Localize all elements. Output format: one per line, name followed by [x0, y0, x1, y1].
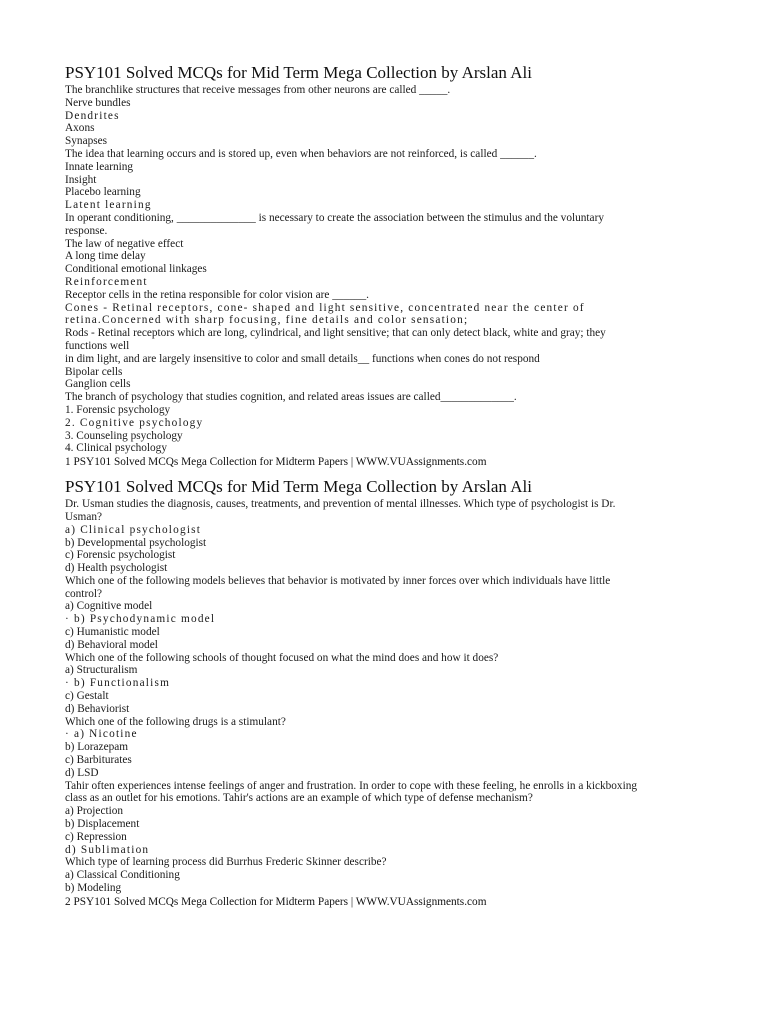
text-line: Dendrites [65, 109, 120, 122]
text-line: c) Humanistic model [65, 626, 160, 639]
text-line: d) Behaviorist [65, 702, 130, 715]
section-1-body [65, 84, 640, 455]
text-line: a) Structuralism [65, 664, 138, 677]
text-line: Reinforcement [65, 275, 148, 288]
text-line: Synapses [65, 135, 108, 148]
text-line: c) Gestalt [65, 690, 109, 703]
text-line: Latent learning [65, 199, 152, 212]
text-line: d) Behavioral model [65, 638, 158, 651]
text-line: Innate learning [65, 160, 134, 173]
text-line: Which type of learning process did Burrhus Frederic Skinner describe? [65, 856, 387, 869]
text-line: c) Barbiturates [65, 754, 132, 767]
section-1-title: PSY101 Solved MCQs for Mid Term Mega Collection by Arslan Ali [65, 63, 532, 82]
text-line: The law of negative effect [65, 237, 184, 250]
text-line: The branch of psychology that studies cognition, and related areas issues are called_____________. [65, 391, 517, 404]
text-line: a) Classical Conditioning [65, 869, 180, 882]
text-line: d) Health psychologist [65, 562, 168, 575]
text-line: Nerve bundles [65, 96, 131, 109]
section-1-footer: 1 PSY101 Solved MCQs Mega Collection for Midterm Papers | WWW.VUAssignments.com [65, 456, 487, 469]
text-line: Receptor cells in the retina responsible for color vision are ______. [65, 288, 369, 301]
text-line: b) Lorazepam [65, 741, 129, 754]
text-line: a) Projection [65, 805, 124, 818]
text-line: b) Displacement [65, 818, 140, 831]
text-line: The idea that learning occurs and is stored up, even when behaviors are not reinforced, is called ______. [65, 147, 537, 160]
text-line: a) Cognitive model [65, 600, 153, 613]
text-line: The branchlike structures that receive messages from other neurons are called _____. [65, 84, 451, 96]
text-line: · b) Psychodynamic model [65, 613, 216, 626]
text-line: a) Clinical psychologist [65, 523, 202, 536]
text-line: in dim light, and are largely insensitive to color and small details__ functions when cones do not respond [65, 352, 540, 365]
text-line: Which one of the following models believes that behavior is motivated by inner forces over which individuals have little control? [65, 574, 611, 600]
text-line: Rods - Retinal receptors which are long, cylindrical, and light sensitive; that can only detect black, white and gray; they functions well [65, 327, 606, 352]
text-line: d) Sublimation [65, 843, 150, 856]
text-line: · a) Nicotine [65, 728, 138, 741]
text-line: Conditional emotional linkages [65, 263, 207, 276]
text-line: b) Developmental psychologist [65, 536, 207, 549]
text-line: Cones - Retinal receptors, cone- shaped and light sensitive, concentrated near the center of retina.Concerned with sharp focusing, fine details and color sensation; [65, 301, 585, 327]
text-line: 1. Forensic psychology [65, 403, 171, 416]
text-line: Insight [65, 173, 97, 186]
section-2-title: PSY101 Solved MCQs for Mid Term Mega Collection by Arslan Ali [65, 477, 532, 497]
text-line: Placebo learning [65, 186, 141, 199]
text-line: Dr. Usman studies the diagnosis, causes, treatments, and prevention of mental illnesses. Which type of psychologist is Dr. Usman? [65, 498, 616, 523]
text-line: Ganglion cells [65, 378, 131, 391]
text-line: 3. Counseling psychology [65, 429, 183, 442]
text-line: Axons [65, 122, 95, 135]
text-line: Bipolar cells [65, 365, 123, 378]
text-line: A long time delay [65, 250, 146, 263]
text-line: 2. Cognitive psychology [65, 416, 204, 429]
text-line: c) Repression [65, 830, 127, 843]
section-2-body [65, 498, 640, 895]
text-line: · b) Functionalism [65, 677, 171, 690]
text-line: c) Forensic psychologist [65, 549, 176, 562]
text-line: b) Modeling [65, 882, 122, 895]
text-line: Which one of the following schools of thought focused on what the mind does and how it does? [65, 651, 499, 664]
text-line: Tahir often experiences intense feelings of anger and frustration. In order to cope with these feeling, he enrolls in a kickboxing class as an outlet for his emotions. Tahir's actions are an example of which type of defense mechanism? [65, 779, 638, 805]
section-2-footer: 2 PSY101 Solved MCQs Mega Collection for Midterm Papers | WWW.VUAssignments.com [65, 895, 487, 908]
text-line: In operant conditioning, ______________ is necessary to create the association between the stimulus and the voluntary response. [65, 211, 604, 237]
text-line: 4. Clinical psychology [65, 442, 167, 455]
text-line: Which one of the following drugs is a stimulant? [65, 715, 286, 728]
document-page [65, 62, 640, 909]
text-line: d) LSD [65, 766, 99, 779]
